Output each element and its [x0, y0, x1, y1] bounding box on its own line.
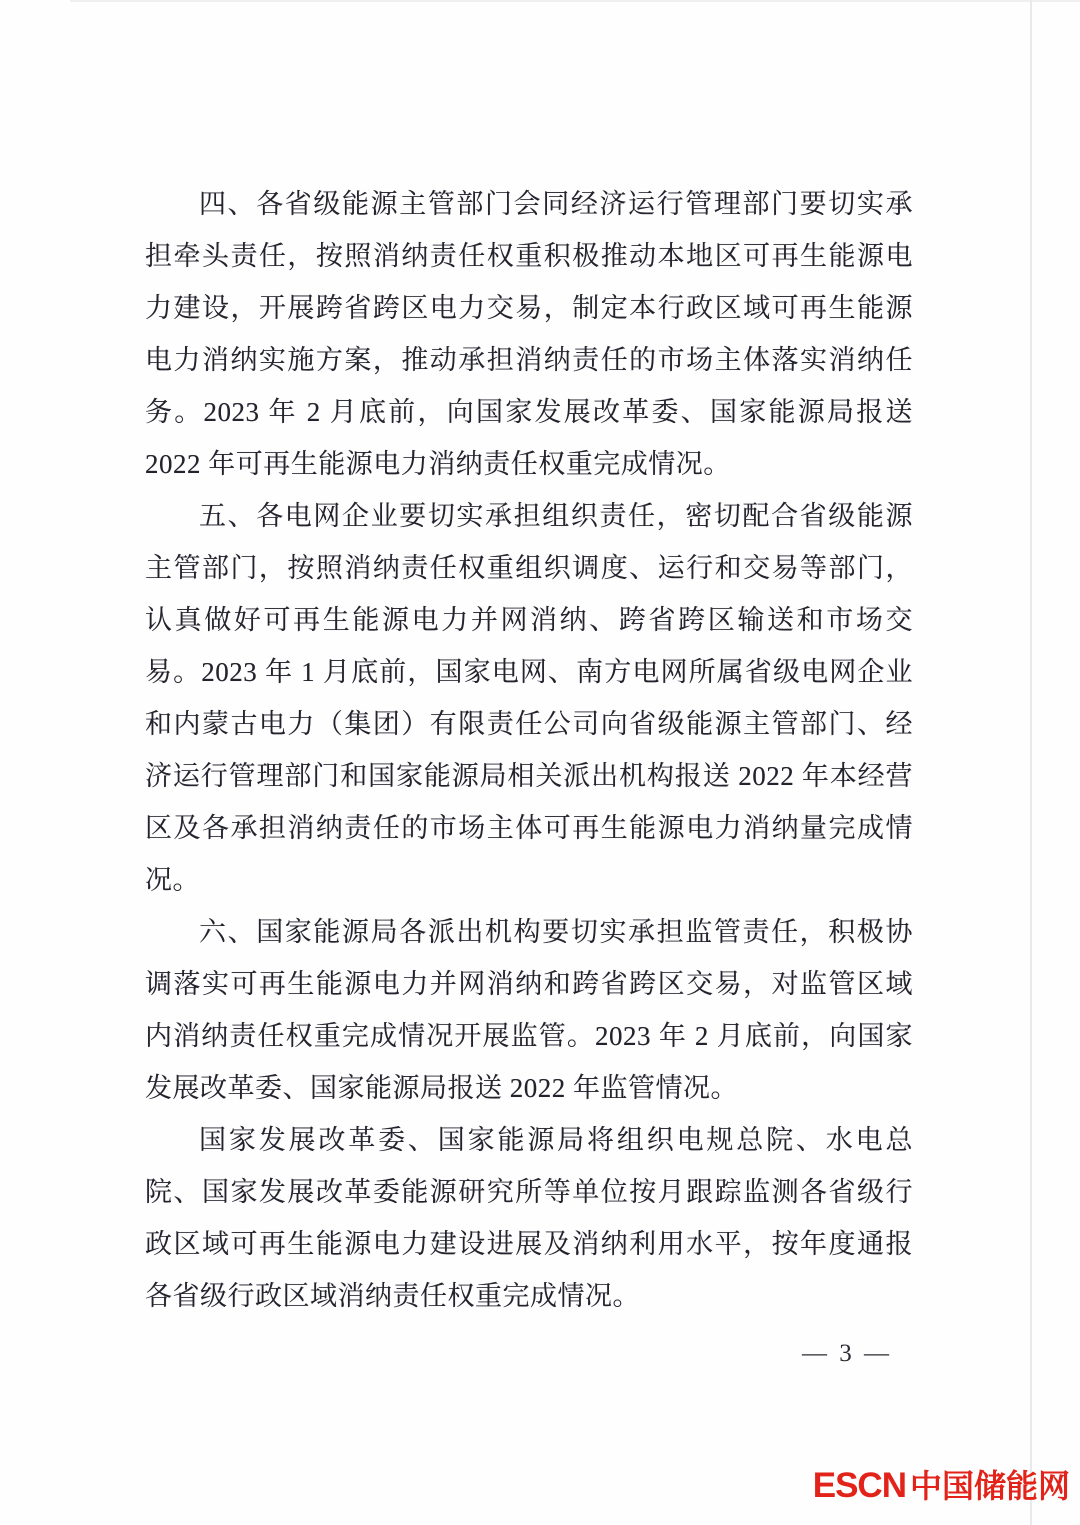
scan-edge-artifact-right: [1030, 0, 1032, 1525]
paragraph-monitoring-notification: 国家发展改革委、国家能源局将组织电规总院、水电总院、国家发展改革委能源研究所等单位按月跟踪监测各省级行政区域可再生能源电力建设进展及消纳利用水平，按年度通报各省级行政区域消纳责任权重完成情况。: [145, 1125, 913, 1311]
escn-logo-text: ESCN: [812, 1466, 906, 1505]
document-body: [145, 178, 913, 1322]
scan-edge-artifact-top: [70, 0, 1080, 2]
paragraph-6-nea-dispatched-agencies: 六、国家能源局各派出机构要切实承担监管责任，积极协调落实可再生能源电力并网消纳和跨省跨区交易，对监管区域内消纳责任权重完成情况开展监管。2023 年 2 月底前，向国家发展改革委、国家能源局报送 2022 年监管情况。: [145, 917, 913, 1103]
paragraph-4-provincial-energy-departments: 四、各省级能源主管部门会同经济运行管理部门要切实承担牵头责任，按照消纳责任权重积极推动本地区可再生能源电力建设，开展跨省跨区电力交易，制定本行政区域可再生能源电力消纳实施方案，推动承担消纳责任的市场主体落实消纳任务。2023 年 2 月底前，向国家发展改革委、国家能源局报送 2022 年可再生能源电力消纳责任权重完成情况。: [145, 189, 913, 479]
paragraph-5-grid-enterprises: 五、各电网企业要切实承担组织责任，密切配合省级能源主管部门，按照消纳责任权重组织调度、运行和交易等部门，认真做好可再生能源电力并网消纳、跨省跨区输送和市场交易。2023 年 1 月底前，国家电网、南方电网所属省级电网企业和内蒙古电力（集团）有限责任公司向省级能源主管部门、经济运行管理部门和国家能源局相关派出机构报送 2022 年本经营区及各承担消纳责任的市场主体可再生能源电力消纳量完成情况。: [145, 501, 913, 895]
page-number: — 3 —: [802, 1340, 892, 1367]
escn-watermark-logo: [813, 1468, 1070, 1503]
escn-site-name: 中国储能网: [909, 1468, 1070, 1504]
